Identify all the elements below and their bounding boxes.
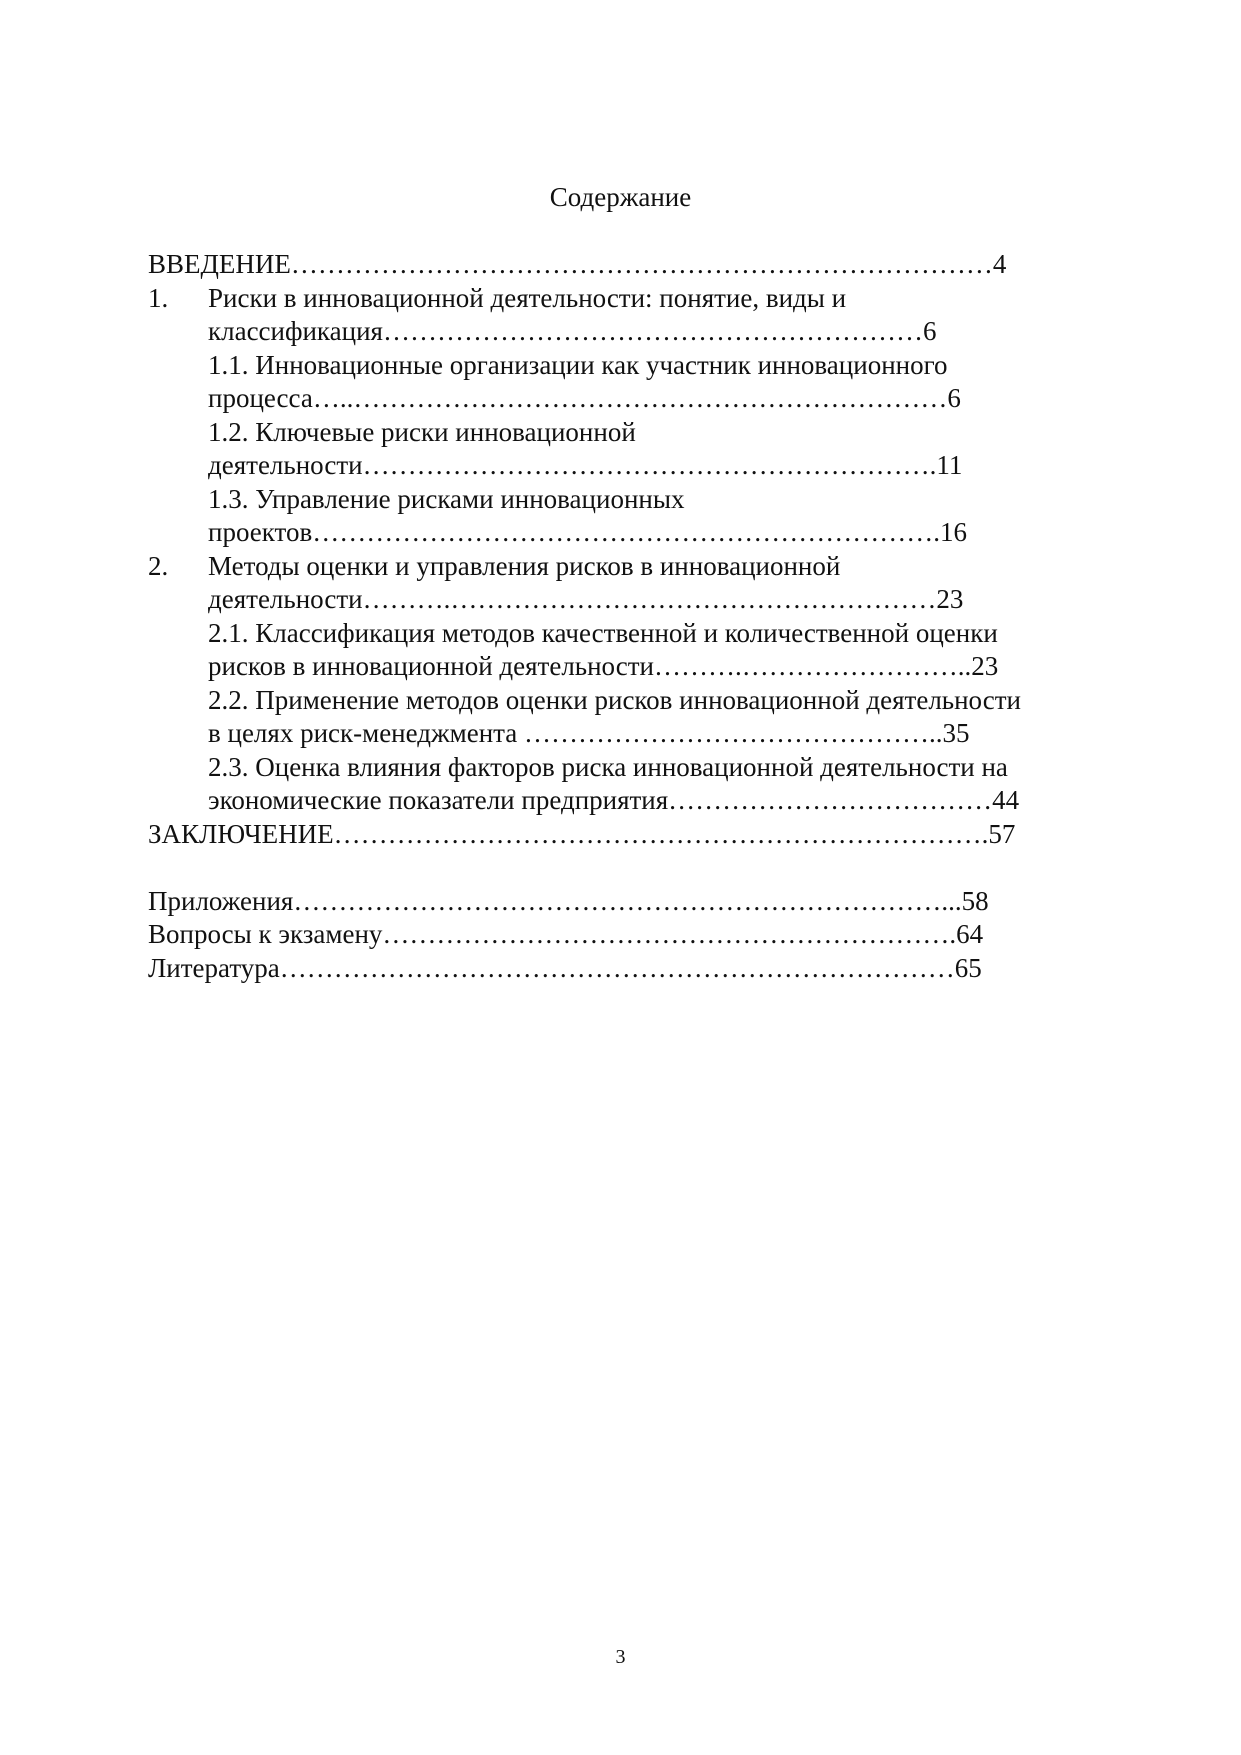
toc-entry-introduction: ВВЕДЕНИЕ……………………………………………………………………4 xyxy=(148,249,1007,279)
toc-entry-2-3-cont: экономические показатели предприятия………………………………44 xyxy=(208,785,1020,815)
spacer xyxy=(148,851,1098,885)
toc-entry-1-3: 1.3. Управление рисками инновационных xyxy=(208,483,685,514)
toc-entry-exam-questions: Вопросы к экзамену……………………………………………………….64 xyxy=(148,919,984,949)
page-title: Содержание xyxy=(549,182,692,212)
chapter-number: 2. xyxy=(148,550,169,581)
chapter-number: 1. xyxy=(148,282,169,313)
toc-entry-appendices: Приложения………………………………………………………………...58 xyxy=(148,885,989,916)
toc-entry-2-1: 2.1. Классификация методов качественной и количественной оценки xyxy=(208,617,998,648)
toc-entry-2-2: 2.2. Применение методов оценки рисков инновационной деятельности xyxy=(208,684,1021,715)
toc-entry-1-1-cont: процесса…..…………………………………………………………6 xyxy=(208,383,961,413)
toc-entry-1-2-cont: деятельности……………………………………………………….11 xyxy=(208,450,963,480)
chapter-title: Методы оценки и управления рисков в инновационной xyxy=(208,550,841,581)
toc-entry-2-1-cont: рисков в инновационной деятельности……….……………………..23 xyxy=(208,651,999,681)
toc-entry-chapter-1-cont: классификация……………………………………………………6 xyxy=(208,316,937,346)
toc-entry-chapter-1 xyxy=(148,282,1098,316)
toc-entry-2-3: 2.3. Оценка влияния факторов риска инновационной деятельности на xyxy=(208,751,1008,782)
toc-entry-conclusion: ЗАКЛЮЧЕНИЕ……………………………………………………………….57 xyxy=(148,818,1016,849)
page-number: 3 xyxy=(615,1646,626,1668)
toc-entry-chapter-2 xyxy=(148,550,1098,584)
toc-entry-1-3-cont: проектов…………………………………………………………….16 xyxy=(208,517,967,547)
table-of-contents xyxy=(148,248,1098,985)
toc-entry-literature: Литература…………………………………………………………………65 xyxy=(148,952,982,983)
chapter-title: Риски в инновационной деятельности: понятие, виды и xyxy=(208,282,847,313)
toc-entry-2-2-cont: в целях риск-менеджмента ………………………………………..35 xyxy=(208,718,970,748)
toc-entry-1-2: 1.2. Ключевые риски инновационной xyxy=(208,416,636,447)
toc-entry-1-1: 1.1. Инновационные организации как участник инновационного xyxy=(208,349,948,380)
toc-entry-chapter-2-cont: деятельности……….………………………………………………23 xyxy=(208,584,964,614)
